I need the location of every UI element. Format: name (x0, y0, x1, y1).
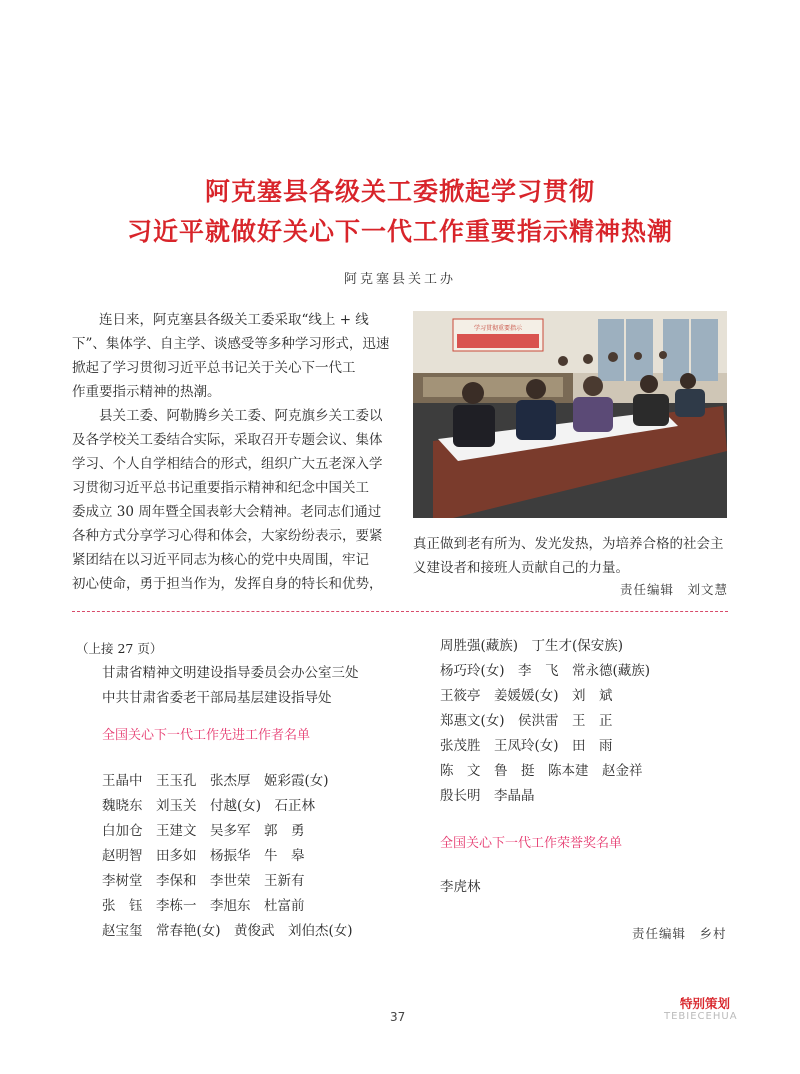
paragraph-1: 连日来，阿克塞县各级关工委采取“线上 + 线 下”、集体学、自主学、谈感受等多种学习形式，迅速 掀起了学习贯彻习近平总书记关于关心下一代工 作重要指示精神的热潮。 (72, 312, 390, 400)
list-item: 白加仓 王建文 吴多军 郭 勇 (102, 823, 305, 839)
org-line-2: 中共甘肃省委老干部局基层建设指导处 (102, 690, 332, 706)
meeting-photo (413, 311, 727, 518)
list-item: 张茂胜 王凤玲(女) 田 雨 (440, 738, 613, 754)
section-divider (72, 611, 728, 612)
honor-names: 李虎林 (440, 879, 481, 895)
photo-caption: 真正做到老有所为、发光发热，为培养合格的社会主 义建设者和接班人贡献自己的力量。 (413, 536, 724, 576)
article-title-line-2: 习近平就做好关心下一代工作重要指示精神热潮 (126, 217, 673, 246)
list-right-column (440, 634, 740, 900)
list-item: 张 钰 李栋一 李旭东 杜富前 (102, 898, 305, 914)
article-byline: 阿克塞县关工办 (343, 272, 456, 287)
section-name-en: TEBIECEHUA (664, 1011, 738, 1022)
continued-note: （上接 27 页） (76, 641, 163, 656)
list-item: 赵明智 田多如 杨振华 牛 皋 (102, 848, 305, 864)
list-item: 杨巧玲(女) 李 飞 常永德(藏族) (440, 663, 651, 679)
article-editor: 责任编辑 刘文慧 (620, 582, 729, 597)
list-item: 赵宝玺 常春艳(女) 黄俊武 刘伯杰(女) (102, 923, 353, 939)
section-name-cn: 特别策划 (680, 996, 731, 1011)
org-line-1: 甘肃省精神文明建设指导委员会办公室三处 (102, 665, 359, 681)
list-item: 王筱亭 姜媛媛(女) 刘 斌 (440, 688, 613, 704)
list-item: 周胜强(藏族) 丁生才(保安族) (440, 638, 624, 654)
list-item: 郑惠文(女) 侯洪雷 王 正 (440, 713, 613, 729)
page-number: 37 (390, 1010, 406, 1024)
list-item: 魏晓东 刘玉关 付越(女) 石正林 (102, 798, 316, 814)
workers-list-left (76, 769, 406, 944)
list-item: 殷长明 李晶晶 (440, 788, 535, 804)
paragraph-2: 县关工委、阿勒腾乡关工委、阿克旗乡关工委以 及各学校关工委结合实际，采取召开专题会议、集体 学习、个人自学相结合的形式，组织广大五老深入学 习贯彻习近平总书记重要指示精神和纪念中国关工 委成立 30 周年暨全国表彰大会精神。老同志们通过 各种方式分享学习心得和体会，大家纷纷表示，要紧 紧团结在以习近平同志为核心的党中央周围，牢记 初心使命，勇于担当作为，发挥自身的特长和优势， (72, 408, 383, 592)
list-item: 陈 文 鲁 挺 陈本建 赵金祥 (440, 763, 643, 779)
list-left-column (76, 636, 406, 944)
workers-heading: 全国关心下一代工作先进工作者名单 (102, 728, 311, 743)
article-body (72, 308, 390, 596)
list-editor: 责任编辑 乡村 (632, 926, 727, 941)
honor-heading: 全国关心下一代工作荣誉奖名单 (440, 836, 623, 851)
photo-banner-text: 学习贯彻重要指示 (473, 325, 523, 332)
list-item: 王晶中 王玉孔 张杰厚 姬彩霞(女) (102, 773, 329, 789)
list-item: 李树堂 李保和 李世荣 王新有 (102, 873, 305, 889)
article-title-line-1: 阿克塞县各级关工委掀起学习贯彻 (204, 177, 595, 206)
